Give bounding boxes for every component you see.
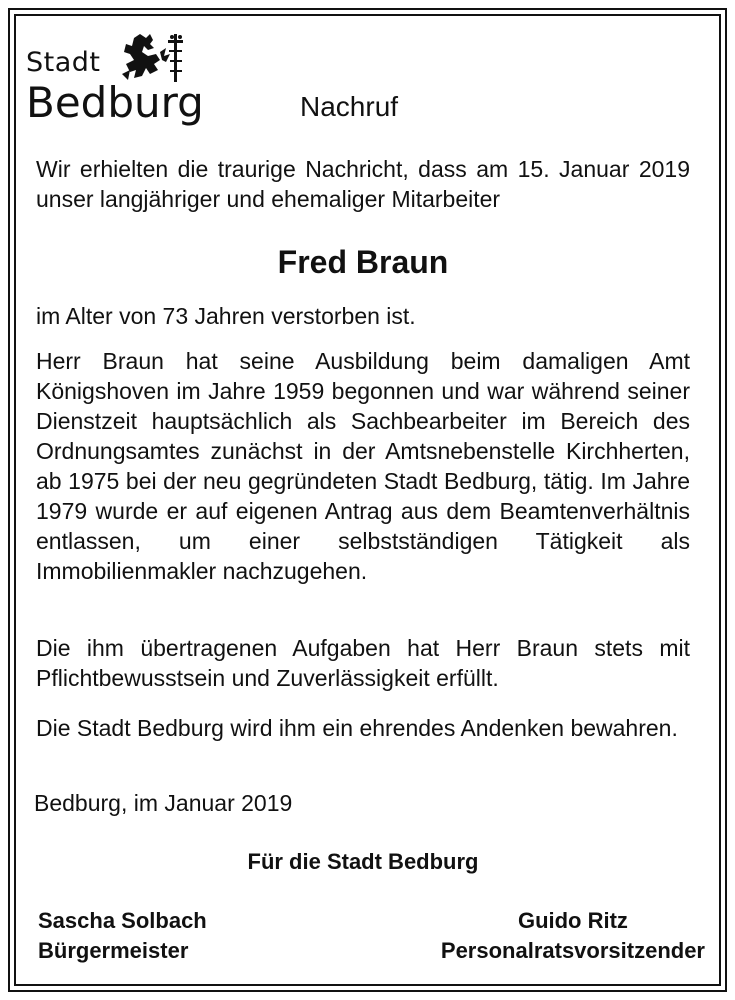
- signatory-title: Personalratsvorsitzender: [440, 938, 705, 963]
- signatory-name: Guido Ritz: [517, 908, 628, 933]
- logo-text-stadt: Stadt: [26, 47, 101, 78]
- intro-paragraph: Wir erhielten die traurige Nachricht, dass am 15. Januar 2019 unser langjähriger und ehemaliger Mitarbeiter: [36, 156, 690, 212]
- place-date: Bedburg, im Januar 2019: [34, 790, 293, 816]
- remembrance-paragraph: Die Stadt Bedburg wird ihm ein ehrendes Andenken bewahren.: [36, 715, 678, 741]
- signatory-name: Sascha Solbach: [38, 908, 207, 933]
- logo-text-bedburg: Bedburg: [26, 78, 204, 127]
- biography-paragraph: Herr Braun hat seine Ausbildung beim damaligen Amt Königshoven im Jahre 1959 begonnen und war während seiner Dienstzeit hauptsächlich als Sachbearbeiter im Bereich des Ordnungsamtes zunächst in der Amtsnebenstelle Kirchherten, ab 1975 bei der neu gegründeten Stadt Bedburg, tätig. Im Jahre 1979 wurde er auf eigenen Antrag aus dem Beamtenverhältnis entlassen, um einer selbstständigen Tätigkeit als Immobilienmakler nachzugehen.: [36, 348, 690, 584]
- deceased-name: Fred Braun: [277, 244, 449, 280]
- signatory-mayor: [38, 906, 207, 966]
- signatory-title: Bürgermeister: [38, 938, 189, 963]
- age-line: im Alter von 73 Jahren verstorben ist.: [36, 303, 416, 329]
- tribute-paragraph: Die ihm übertragenen Aufgaben hat Herr Braun stets mit Pflichtbewusstsein und Zuverlässigkeit erfüllt.: [36, 635, 690, 691]
- signatory-staff-council: [441, 906, 705, 966]
- obituary-heading: Nachruf: [300, 91, 399, 122]
- for-city-line: Für die Stadt Bedburg: [247, 849, 479, 874]
